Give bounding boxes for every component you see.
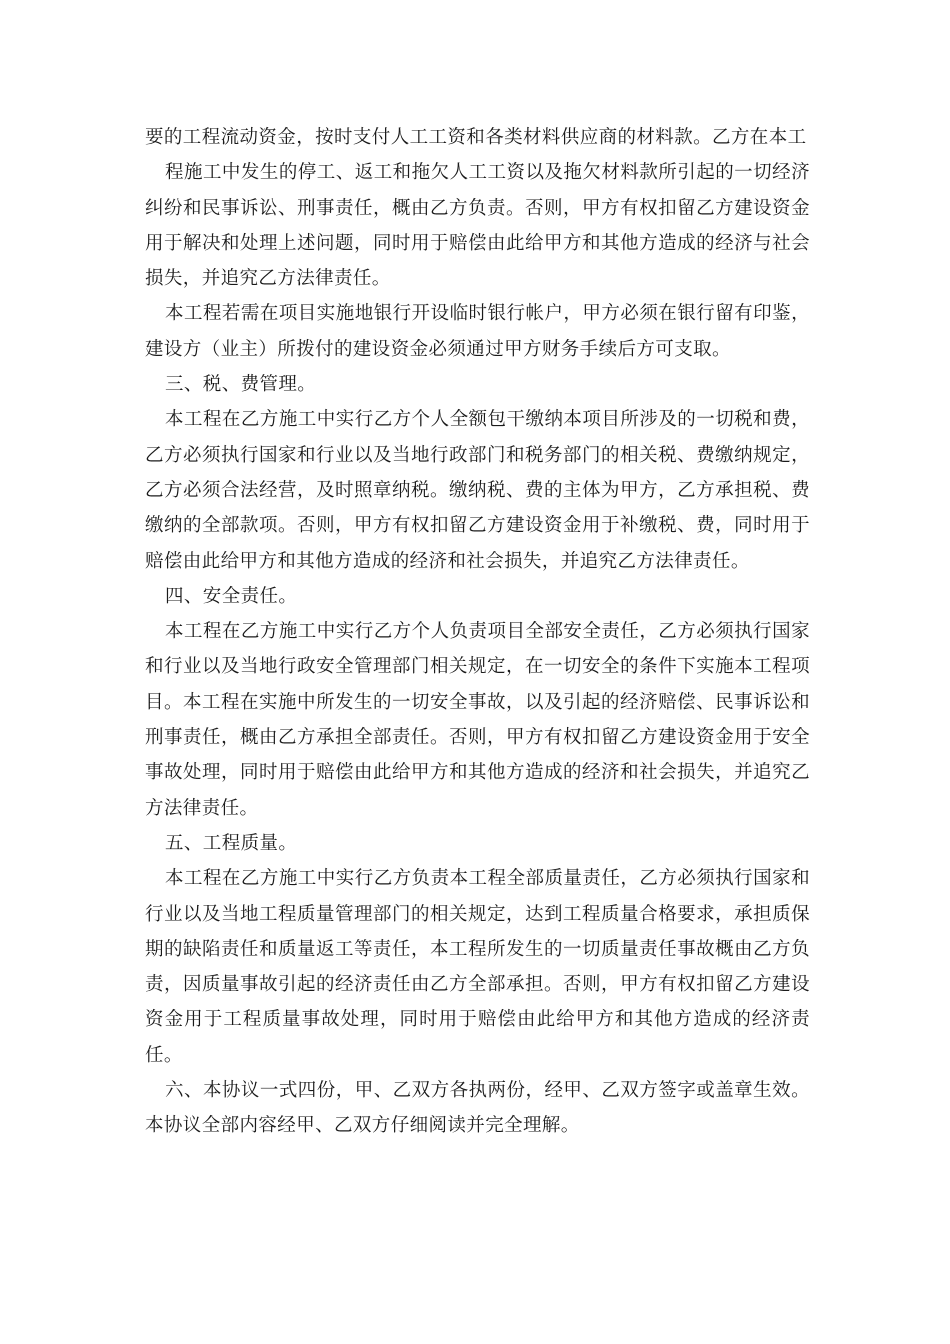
paragraph-3: 本工程若需在项目实施地银行开设临时银行帐户，甲方必须在银行留有印鉴，建设方（业主）所拨付的建设资金必须通过甲方财务手续后方可支取。 [145, 303, 810, 360]
paragraph-2: 程施工中发生的停工、返工和拖欠人工工资以及拖欠材料款所引起的一切经济纠纷和民事诉讼、刑事责任，概由乙方负责。否则，甲方有权扣留乙方建设资金用于解决和处理上述问题，同时用于赔偿由此给甲方和其他方造成的经济与社会损失，并追究乙方法律责任。 [145, 162, 810, 290]
section-heading-safety: 四、安全责任。 [165, 585, 298, 607]
paragraph-copies: 六、本协议一式四份，甲、乙双方各执两份，经甲、乙双方签字或盖章生效。本协议全部内容经甲、乙双方仔细阅读并完全理解。 [145, 1080, 810, 1137]
paragraph-tax: 本工程在乙方施工中实行乙方个人全额包干缴纳本项目所涉及的一切税和费，乙方必须执行国家和行业以及当地行政部门和税务部门的相关税、费缴纳规定，乙方必须合法经营，及时照章纳税。缴纳税、费的主体为甲方，乙方承担税、费缴纳的全部款项。否则，甲方有权扣留乙方建设资金用于补缴税、费，同时用于赔偿由此给甲方和其他方造成的经济和社会损失，并追究乙方法律责任。 [145, 409, 810, 572]
section-heading-quality: 五、工程质量。 [165, 832, 298, 854]
paragraph-quality: 本工程在乙方施工中实行乙方负责本工程全部质量责任，乙方必须执行国家和行业以及当地工程质量管理部门的相关规定，达到工程质量合格要求，承担质保期的缺陷责任和质量返工等责任，本工程所发生的一切质量责任事故概由乙方负责，因质量事故引起的经济责任由乙方全部承担。否则，甲方有权扣留乙方建设资金用于工程质量事故处理，同时用于赔偿由此给甲方和其他方造成的经济责任。 [145, 868, 810, 1066]
document-body [145, 120, 810, 1144]
section-heading-tax: 三、税、费管理。 [165, 374, 317, 396]
paragraph-safety: 本工程在乙方施工中实行乙方个人负责项目全部安全责任，乙方必须执行国家和行业以及当地行政安全管理部门相关规定，在一切安全的条件下实施本工程项目。本工程在实施中所发生的一切安全事故，以及引起的经济赔偿、民事诉讼和刑事责任，概由乙方承担全部责任。否则，甲方有权扣留乙方建设资金用于安全事故处理，同时用于赔偿由此给甲方和其他方造成的经济和社会损失，并追究乙方法律责任。 [145, 621, 810, 819]
paragraph-1: 要的工程流动资金，按时支付人工工资和各类材料供应商的材料款。乙方在本工 [145, 127, 807, 148]
